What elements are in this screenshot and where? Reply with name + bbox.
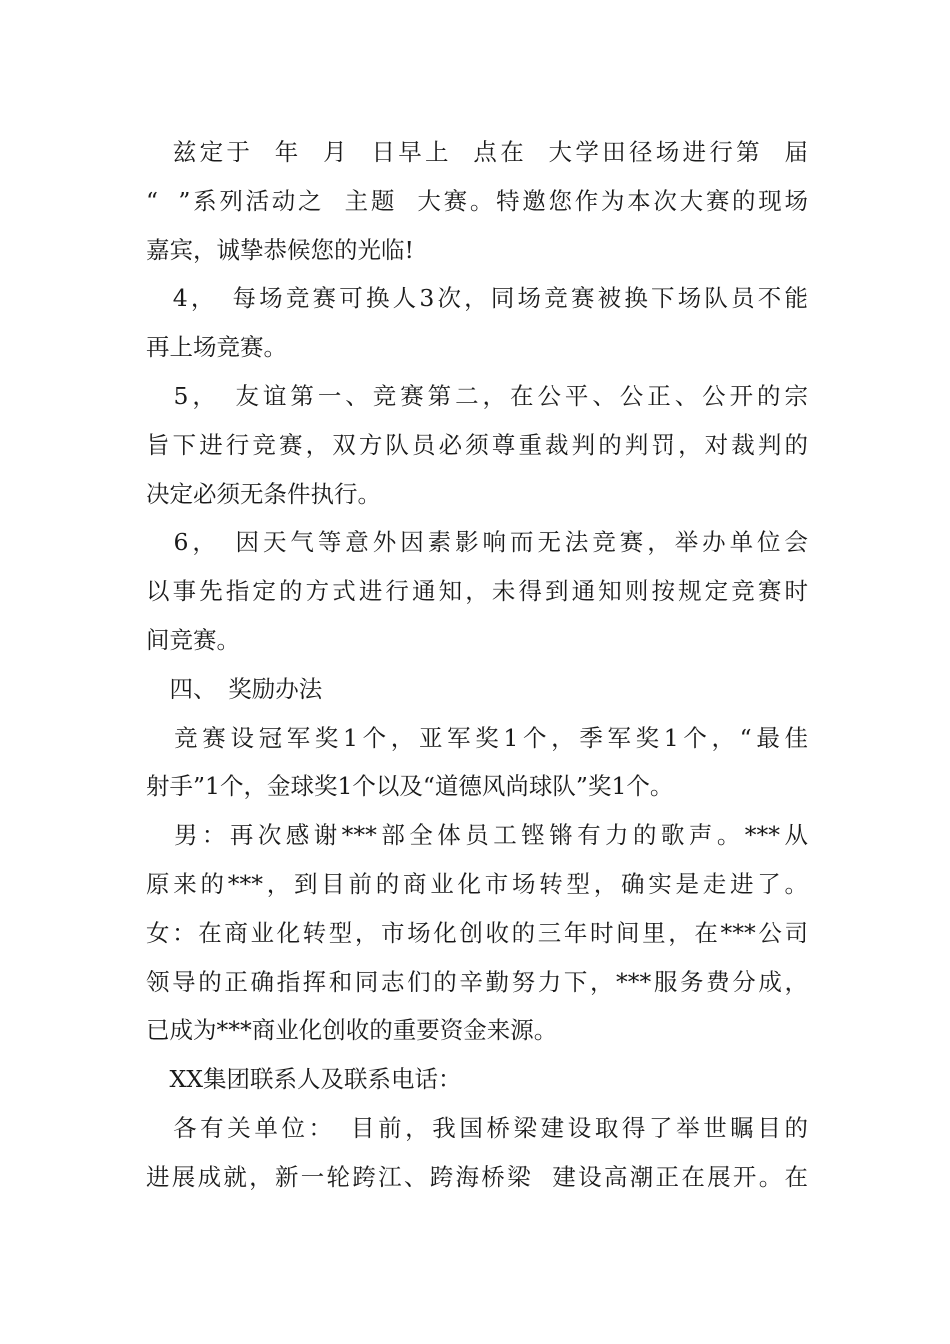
body-line-invitation-1: 兹定于 年 月 日早上 点在 大学田径场进行第 届 bbox=[146, 138, 808, 166]
body-line-rule-5-c: 决定必须无条件执行。 bbox=[146, 479, 381, 508]
body-line-speech-1: 男：再次感谢***部全体员工铿锵有力的歌声。***从 bbox=[146, 821, 808, 850]
body-line-invitation-3: 嘉宾，诚挚恭候您的光临! bbox=[146, 235, 414, 264]
body-line-rule-5-b: 旨下进行竞赛，双方队员必须尊重裁判的判罚，对裁判的 bbox=[146, 430, 808, 459]
body-line-rule-6-a: 6， 因天气等意外因素影响而无法竞赛，举办单位会 bbox=[146, 528, 808, 557]
body-line-speech-2: 原来的***，到目前的商业化市场转型，确实是走进了。 bbox=[146, 869, 808, 898]
body-line-awards-b: 射手”1个，金球奖1个以及“道德风尚球队”奖1个。 bbox=[146, 772, 674, 801]
body-line-rule-6-c: 间竞赛。 bbox=[146, 625, 240, 654]
document-body bbox=[146, 128, 808, 1202]
body-line-invitation-2: “ ”系列活动之 主题 大赛。特邀您作为本次大赛的现场 bbox=[146, 186, 808, 215]
body-line-rule-4-b: 再上场竞赛。 bbox=[146, 333, 287, 362]
body-line-contact: XX集团联系人及联系电话： bbox=[146, 1065, 462, 1094]
body-line-notice-2: 进展成就，新一轮跨江、跨海桥梁 建设高潮正在展开。在 bbox=[146, 1162, 808, 1191]
body-line-notice-1: 各有关单位： 目前，我国桥梁建设取得了举世瞩目的 bbox=[146, 1113, 808, 1142]
body-line-speech-5: 已成为***商业化创收的重要资金来源。 bbox=[146, 1016, 558, 1045]
section-heading-awards: 四、 奖励办法 bbox=[146, 674, 323, 703]
body-line-rule-6-b: 以事先指定的方式进行通知，未得到通知则按规定竞赛时 bbox=[146, 577, 808, 606]
body-line-speech-4: 领导的正确指挥和同志们的辛勤努力下，***服务费分成， bbox=[146, 967, 808, 996]
body-line-awards-a: 竞赛设冠军奖1个，亚军奖1个，季军奖1个，“最佳 bbox=[146, 723, 808, 752]
body-line-speech-3: 女：在商业化转型，市场化创收的三年时间里，在***公司 bbox=[146, 918, 808, 947]
body-line-rule-5-a: 5， 友谊第一、竞赛第二，在公平、公正、公开的宗 bbox=[146, 381, 808, 410]
body-line-rule-4-a: 4， 每场竞赛可换人3次，同场竞赛被换下场队员不能 bbox=[146, 284, 808, 313]
